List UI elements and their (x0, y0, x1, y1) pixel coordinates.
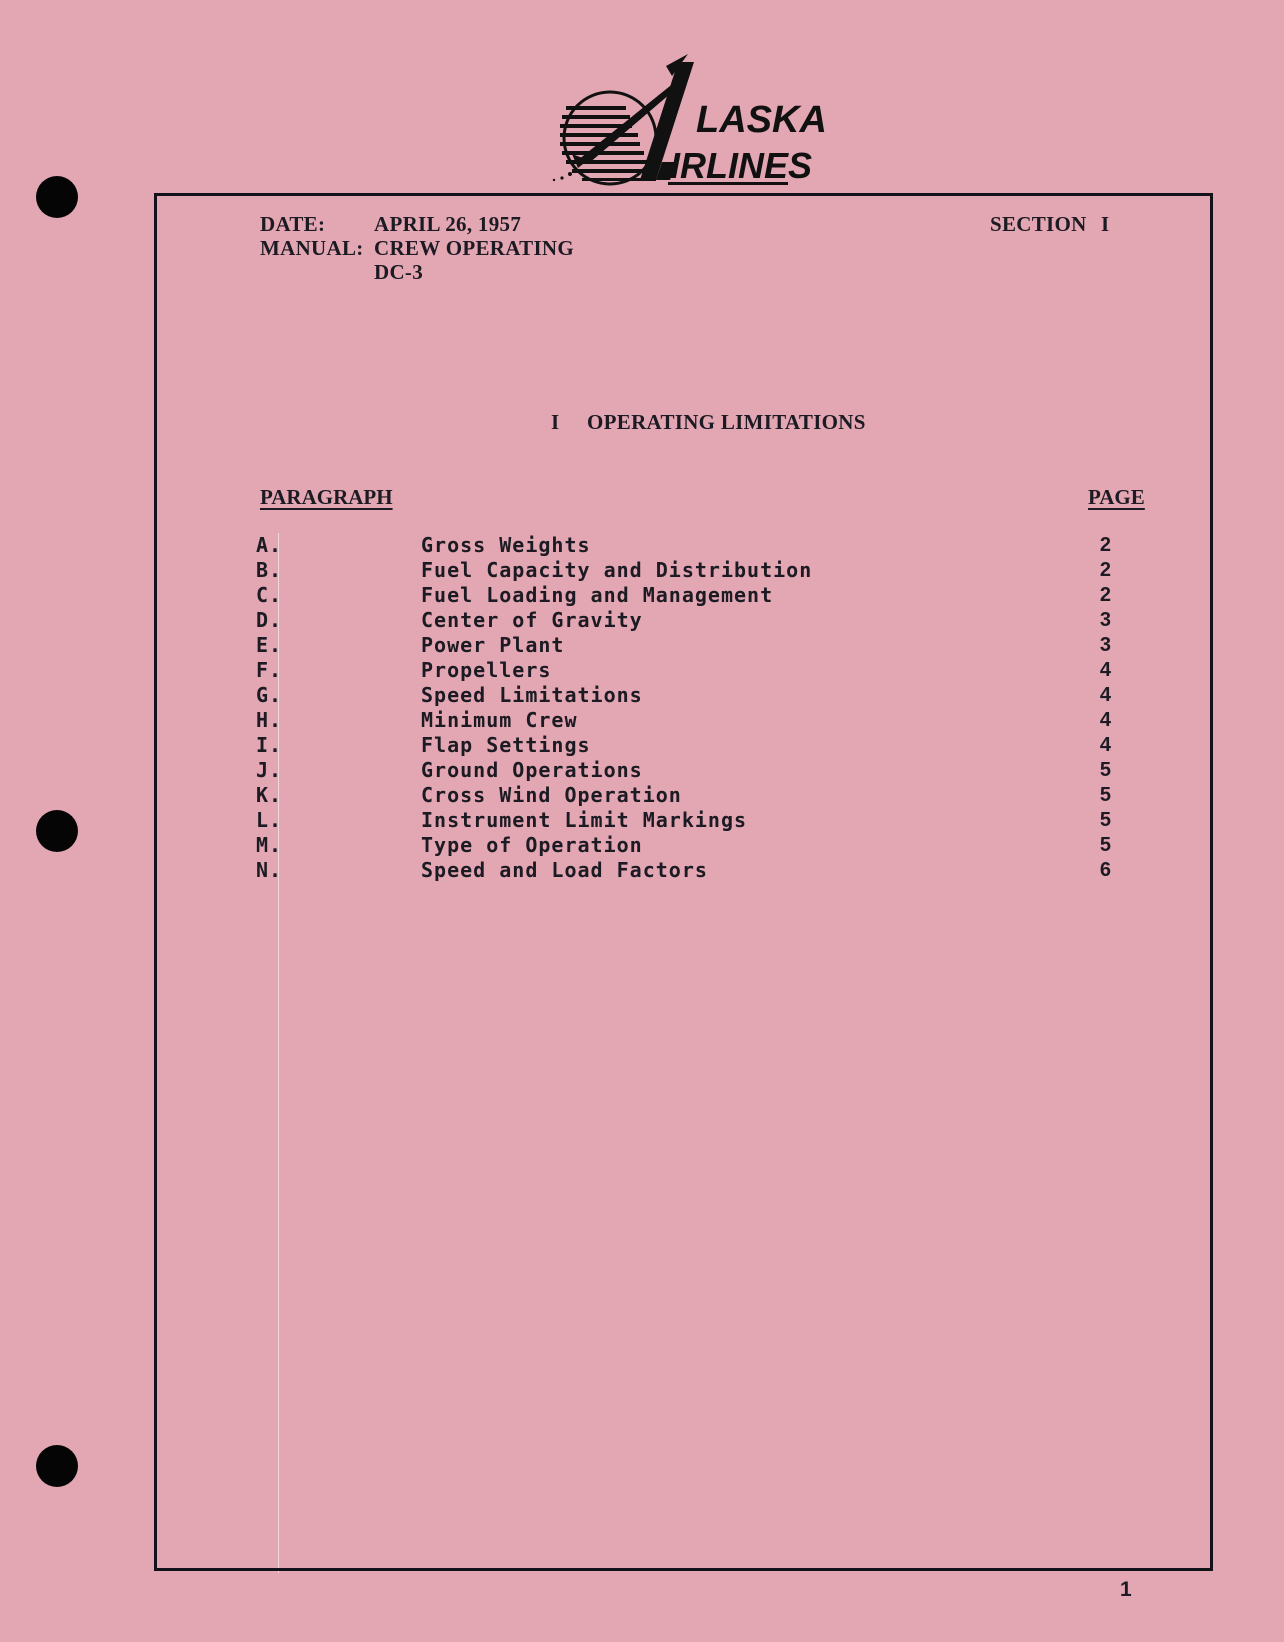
paragraph-title: Flap Settings (421, 733, 591, 757)
list-item (256, 808, 1136, 833)
paragraph-title: Minimum Crew (421, 708, 578, 732)
date-label: DATE: (260, 212, 326, 236)
paragraph-title: Fuel Loading and Management (421, 583, 774, 607)
paragraph-letter: D. (256, 608, 283, 632)
paragraph-letter: M. (256, 833, 283, 857)
date-value: APRIL 26, 1957 (374, 212, 522, 236)
paragraph-letter: B. (256, 558, 283, 582)
paragraph-title: Instrument Limit Markings (421, 808, 748, 832)
page-reference: 2 (1099, 534, 1112, 556)
page-reference: 2 (1099, 559, 1112, 581)
page-reference: 4 (1099, 734, 1112, 756)
paragraph-title: Power Plant (421, 633, 565, 657)
page-reference: 5 (1099, 784, 1112, 806)
list-item (256, 833, 1136, 858)
list-item (256, 583, 1136, 608)
alaska-airlines-logo (548, 50, 827, 198)
manual-label: MANUAL: (260, 236, 364, 260)
page-reference: 4 (1099, 684, 1112, 706)
list-item (256, 658, 1136, 683)
paragraph-letter: A. (256, 533, 283, 557)
paragraph-letter: I. (256, 733, 283, 757)
list-item (256, 558, 1136, 583)
paragraph-title: Type of Operation (421, 833, 643, 857)
logo-line1: LASKA (696, 99, 827, 141)
section-value: I (1101, 212, 1110, 236)
section-label: SECTION (990, 212, 1087, 236)
section-title: OPERATING LIMITATIONS (587, 410, 866, 434)
manual-value-aircraft: DC-3 (374, 260, 424, 284)
paragraph-title: Center of Gravity (421, 608, 643, 632)
table-of-contents (256, 533, 1136, 883)
section-title-numeral: I (551, 410, 560, 434)
column-header-page: PAGE (1088, 485, 1145, 509)
list-item (256, 633, 1136, 658)
page-reference: 6 (1099, 859, 1112, 881)
paragraph-letter: N. (256, 858, 283, 882)
page-reference: 4 (1099, 709, 1112, 731)
list-item (256, 608, 1136, 633)
paragraph-letter: F. (256, 658, 283, 682)
paragraph-letter: H. (256, 708, 283, 732)
page-reference: 5 (1099, 834, 1112, 856)
paragraph-letter: C. (256, 583, 283, 607)
list-item (256, 533, 1136, 558)
page-reference: 2 (1099, 584, 1112, 606)
logo-line2: IRLINES (670, 145, 813, 186)
page-reference: 5 (1099, 759, 1112, 781)
list-item (256, 783, 1136, 808)
list-item (256, 708, 1136, 733)
paragraph-title: Gross Weights (421, 533, 591, 557)
paragraph-letter: L. (256, 808, 283, 832)
paragraph-title: Ground Operations (421, 758, 643, 782)
column-header-paragraph: PARAGRAPH (260, 485, 393, 509)
paragraph-title: Speed and Load Factors (421, 858, 708, 882)
paragraph-title: Speed Limitations (421, 683, 643, 707)
page-reference: 3 (1099, 609, 1112, 631)
manual-value: CREW OPERATING (374, 236, 575, 260)
list-item (256, 683, 1136, 708)
page-number: 1 (1120, 1578, 1132, 1601)
list-item (256, 758, 1136, 783)
paragraph-letter: G. (256, 683, 283, 707)
paragraph-title: Fuel Capacity and Distribution (421, 558, 813, 582)
paragraph-title: Propellers (421, 658, 552, 682)
binder-hole-top (36, 176, 78, 218)
page-reference: 4 (1099, 659, 1112, 681)
paragraph-letter: E. (256, 633, 283, 657)
list-item (256, 733, 1136, 758)
page-reference: 5 (1099, 809, 1112, 831)
binder-hole-bottom (36, 1445, 78, 1487)
page-reference: 3 (1099, 634, 1112, 656)
list-item (256, 858, 1136, 883)
paragraph-letter: K. (256, 783, 283, 807)
paragraph-title: Cross Wind Operation (421, 783, 682, 807)
paragraph-letter: J. (256, 758, 283, 782)
binder-hole-middle (36, 810, 78, 852)
